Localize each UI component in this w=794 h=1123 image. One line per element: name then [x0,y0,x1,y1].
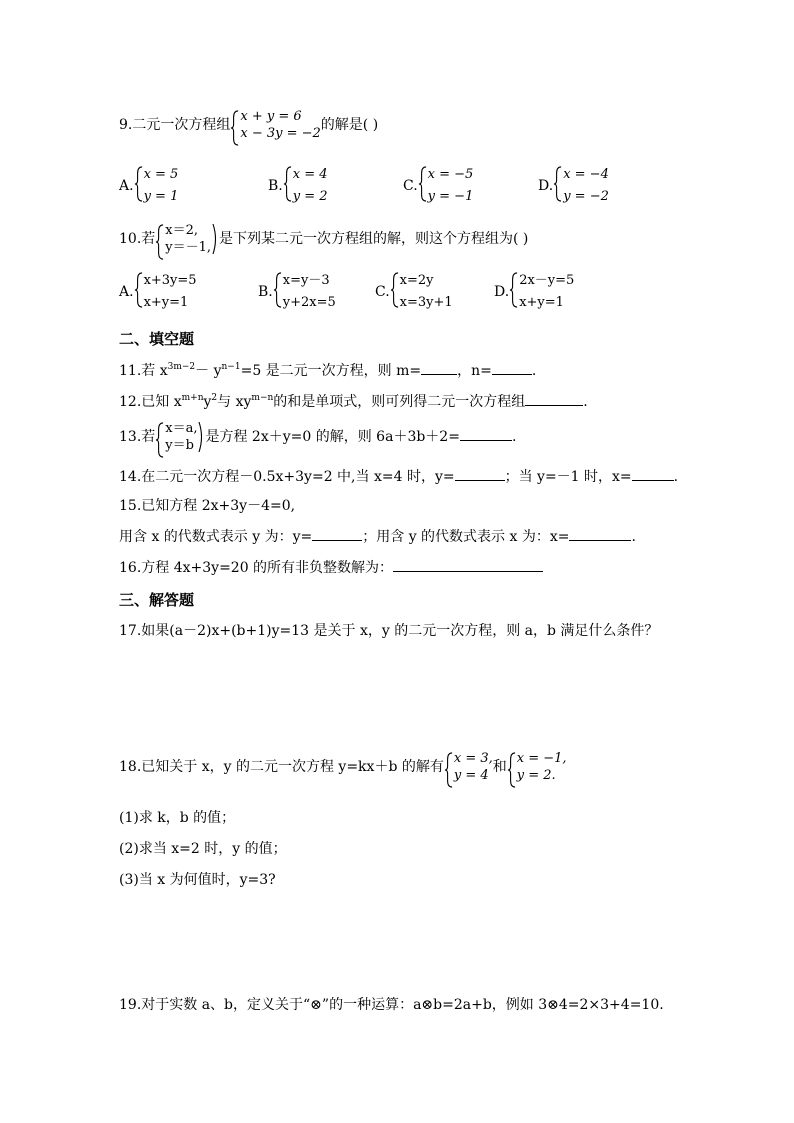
section-heading-solve: 三、解答题 [119,591,195,609]
q15-text: . [631,529,636,545]
option-label: C. [403,178,418,194]
left-brace-icon [444,752,453,788]
option-eq: y = 2 [292,189,328,204]
q18-part-2: (2)求当 x=2 时，y 的值； [119,841,287,857]
option-label: D. [538,178,554,194]
q12-text: 12.已知 x [119,394,182,410]
option-eq: x = 4 [292,167,328,182]
left-brace-icon [283,166,292,202]
q13-text: 是方程 2x＋y=0 的解，则 6a＋3b＋2= [205,429,460,445]
option-system [390,270,453,314]
q14-text: 14.在二元一次方程－0.5x+3y=2 中,当 x=4 时，y= [119,469,455,485]
left-brace-icon [509,272,518,308]
q9-equation-system [230,108,320,142]
q18-eq: x = 3, [453,751,493,766]
option-eq: 2x－y=5 [519,273,575,288]
q18-eq: y = 4 [453,768,489,783]
answer-blank[interactable] [455,466,505,481]
answer-blank[interactable] [569,526,631,541]
answer-blank[interactable] [492,360,532,375]
q12-exponent: m−n [251,393,274,403]
q18-solution-system-2 [507,750,567,784]
question-16 [119,557,543,578]
q10-number: 10. [119,231,142,247]
q11-text: － y [195,363,222,379]
q12-text: 与 xy [217,394,252,410]
left-brace-icon [553,166,562,202]
option-eq: x = −5 [427,167,474,182]
option-eq: x=3y+1 [399,295,453,310]
q15-text: 用含 x 的代数式表示 y 为：y= [119,529,313,545]
option-eq: x+y=1 [519,295,564,310]
q12-text: . [583,394,588,410]
option-eq: y = −1 [427,189,474,204]
option-system [553,164,609,208]
option-system [273,270,336,314]
option-eq: y = 1 [143,189,179,204]
q10-eq-2: y＝－1, [165,240,212,255]
q11-exponent: 3m−2 [167,362,196,372]
q13-text: 13.若 [119,429,156,445]
option-system [509,270,574,314]
option-eq: x=y－3 [282,273,330,288]
question-15: 15.已知方程 2x+3y－4=0, [119,498,296,514]
q13-solution-system [155,420,197,454]
q14-text: . [673,469,679,485]
left-brace-icon [230,110,239,146]
q10-option-d [494,270,574,314]
q18-part-3: (3)当 x 为何值时，y=3? [119,872,276,888]
left-brace-icon [134,272,143,308]
q9-stem-before: 二元一次方程组 [132,117,231,133]
q9-option-b [268,164,328,208]
question-13 [119,420,516,454]
q15-text: ；用含 y 的代数式表示 x 为：x= [362,529,570,545]
q9-stem-after: 的解是( ) [320,117,379,133]
q10-eq-1: x＝2, [165,223,199,238]
answer-blank[interactable] [460,426,512,441]
left-brace-icon [390,272,399,308]
question-14 [119,466,678,487]
q18-text: 和 [492,759,507,775]
q11-text: =5 是二元一次方程，则 m= [240,363,422,379]
q18-part-1: (1)求 k，b 的值； [119,810,236,826]
left-brace-icon [507,752,516,788]
q10-option-a [119,270,197,314]
q10-stem-before: 若 [141,231,156,247]
question-15-line-2 [119,526,636,547]
option-eq: y = −2 [563,189,609,204]
option-eq: x=2y [399,273,434,288]
option-system [134,270,197,314]
q16-text: 16.方程 4x+3y=20 的所有非负整数解为： [119,560,394,576]
q18-solution-system-1 [444,750,493,784]
q9-option-d [538,164,609,208]
q9-eq-2: x − 3y = −2 [240,126,321,141]
q18-text: 18.已知关于 x，y 的二元一次方程 y=kx＋b 的解有 [119,759,444,775]
option-eq: x = 5 [143,167,179,182]
q11-text: 11.若 x [119,363,168,379]
q11-exponent: n−1 [221,362,241,372]
q9-option-a [119,164,178,208]
q10-stem-after: 是下列某二元一次方程组的解，则这个方程组为( ) [219,231,529,247]
answer-blank[interactable] [393,557,543,572]
q12-text: y [203,394,212,410]
option-system [134,164,179,208]
question-18 [119,750,567,784]
option-label: B. [268,178,283,194]
answer-blank[interactable] [421,360,457,375]
q18-eq: x = −1, [516,751,567,766]
q13-text: . [511,429,517,445]
answer-blank[interactable] [632,466,674,481]
q13-eq-1: x＝a, [165,421,198,436]
q18-eq: y = 2. [516,768,556,783]
section-heading-fill-in: 二、填空题 [119,330,195,348]
q9-option-c [403,164,473,208]
option-system [418,164,474,208]
left-brace-icon [418,166,427,202]
q12-text: 的和是单项式，则可列得二元一次方程组 [273,394,526,410]
option-system [283,164,328,208]
question-11 [119,360,536,381]
option-label: B. [258,284,273,300]
question-12 [119,391,588,412]
q12-exponent: 2 [211,393,218,403]
answer-blank[interactable] [312,526,362,541]
question-19: 19.对于实数 a、b，定义关于“⊗”的一种运算：a⊗b=2a+b，例如 3⊗4=2×3+4=10. [119,997,664,1013]
question-9 [119,108,378,142]
question-10 [119,222,528,256]
option-label: C. [375,284,390,300]
option-eq: x = −4 [563,167,609,182]
answer-blank[interactable] [525,391,583,406]
q10-option-b [258,270,336,314]
option-eq: x+y=1 [143,295,189,310]
question-17: 17.如果(a－2)x+(b+1)y=13 是关于 x，y 的二元一次方程，则 a，b 满足什么条件？ [119,623,659,639]
q10-solution-system [155,222,211,256]
q9-number: 9. [119,117,133,133]
q11-text: ，n= [457,363,492,379]
left-brace-icon [155,224,164,260]
q9-eq-1: x + y = 6 [240,109,302,124]
left-brace-icon [155,422,164,458]
q10-option-c [375,270,453,314]
right-paren-icon [211,222,219,256]
option-eq: x+3y=5 [143,273,197,288]
option-eq: y+2x=5 [282,295,336,310]
option-label: D. [494,284,510,300]
q14-text: ；当 y=－1 时，x= [504,469,632,485]
option-label: A. [119,284,134,300]
q12-exponent: m+n [181,393,204,403]
left-brace-icon [134,166,143,202]
left-brace-icon [273,272,282,308]
q13-eq-2: y＝b [165,438,194,453]
option-label: A. [119,178,134,194]
q11-text: . [531,363,537,379]
